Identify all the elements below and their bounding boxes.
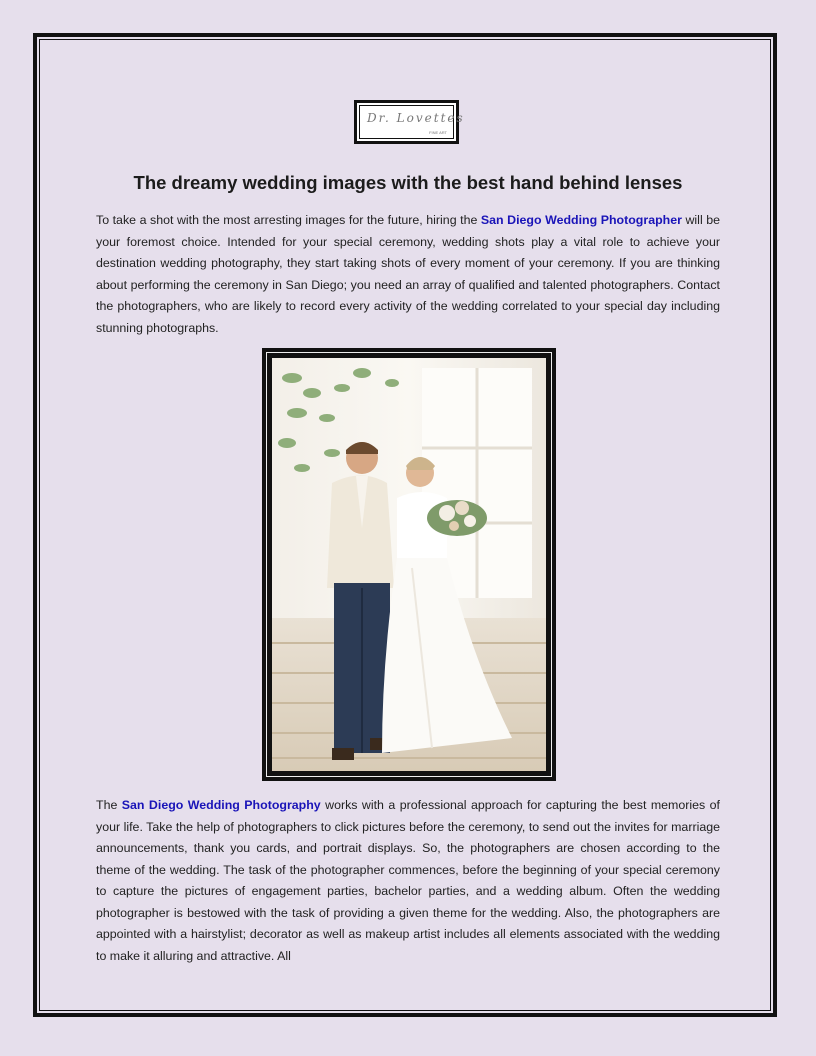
details-text-end: works with a professional approach for capturing the best memories of your life. Take the help of photographers to click pictures before the ceremony, to send out the invites for marriage announcements, thank you cards, and portrait displays. So, the photographers are chosen according to the theme of the wedding. The task of the photographer commences, before the beginning of your special ceremony to capture the pictures of engagement parties, bachelor parties, and a wedding album. Often the wedding photographer is bestowed with the task of providing a given theme for the wedding. Also, the photographers are appointed with a hairstylist; decorator as well as makeup artist includes all elements associated with the wedding to make it alluring and attractive. All	[96, 798, 720, 963]
wedding-couple-photo	[272, 358, 546, 771]
san-diego-wedding-photography-link[interactable]: San Diego Wedding Photography	[121, 798, 321, 812]
logo-subtitle: FINE ART	[429, 130, 447, 135]
san-diego-wedding-photographer-link[interactable]: San Diego Wedding Photographer	[480, 213, 682, 227]
logo	[354, 100, 465, 144]
page-title: The dreamy wedding images with the best hand behind lenses	[133, 172, 683, 193]
details-text-start: The	[96, 798, 122, 812]
logo-signature: Dr. Lovettes	[367, 111, 465, 125]
details-paragraph	[96, 795, 720, 967]
intro-paragraph	[96, 210, 720, 339]
wedding-photo-frame	[262, 348, 556, 781]
intro-text-start: To take a shot with the most arresting images for the future, hiring the	[96, 213, 481, 227]
intro-text-end: will be your foremost choice. Intended for your special ceremony, wedding shots play a vital role to achieve your destination wedding photography, they start taking shots of every moment of your ceremony. If you are thinking about performing the ceremony in San Diego; you need an array of qualified and talented photographers. Contact the photographers, who are likely to record every activity of the wedding correlated to your special day including stunning photographs.	[96, 213, 721, 335]
